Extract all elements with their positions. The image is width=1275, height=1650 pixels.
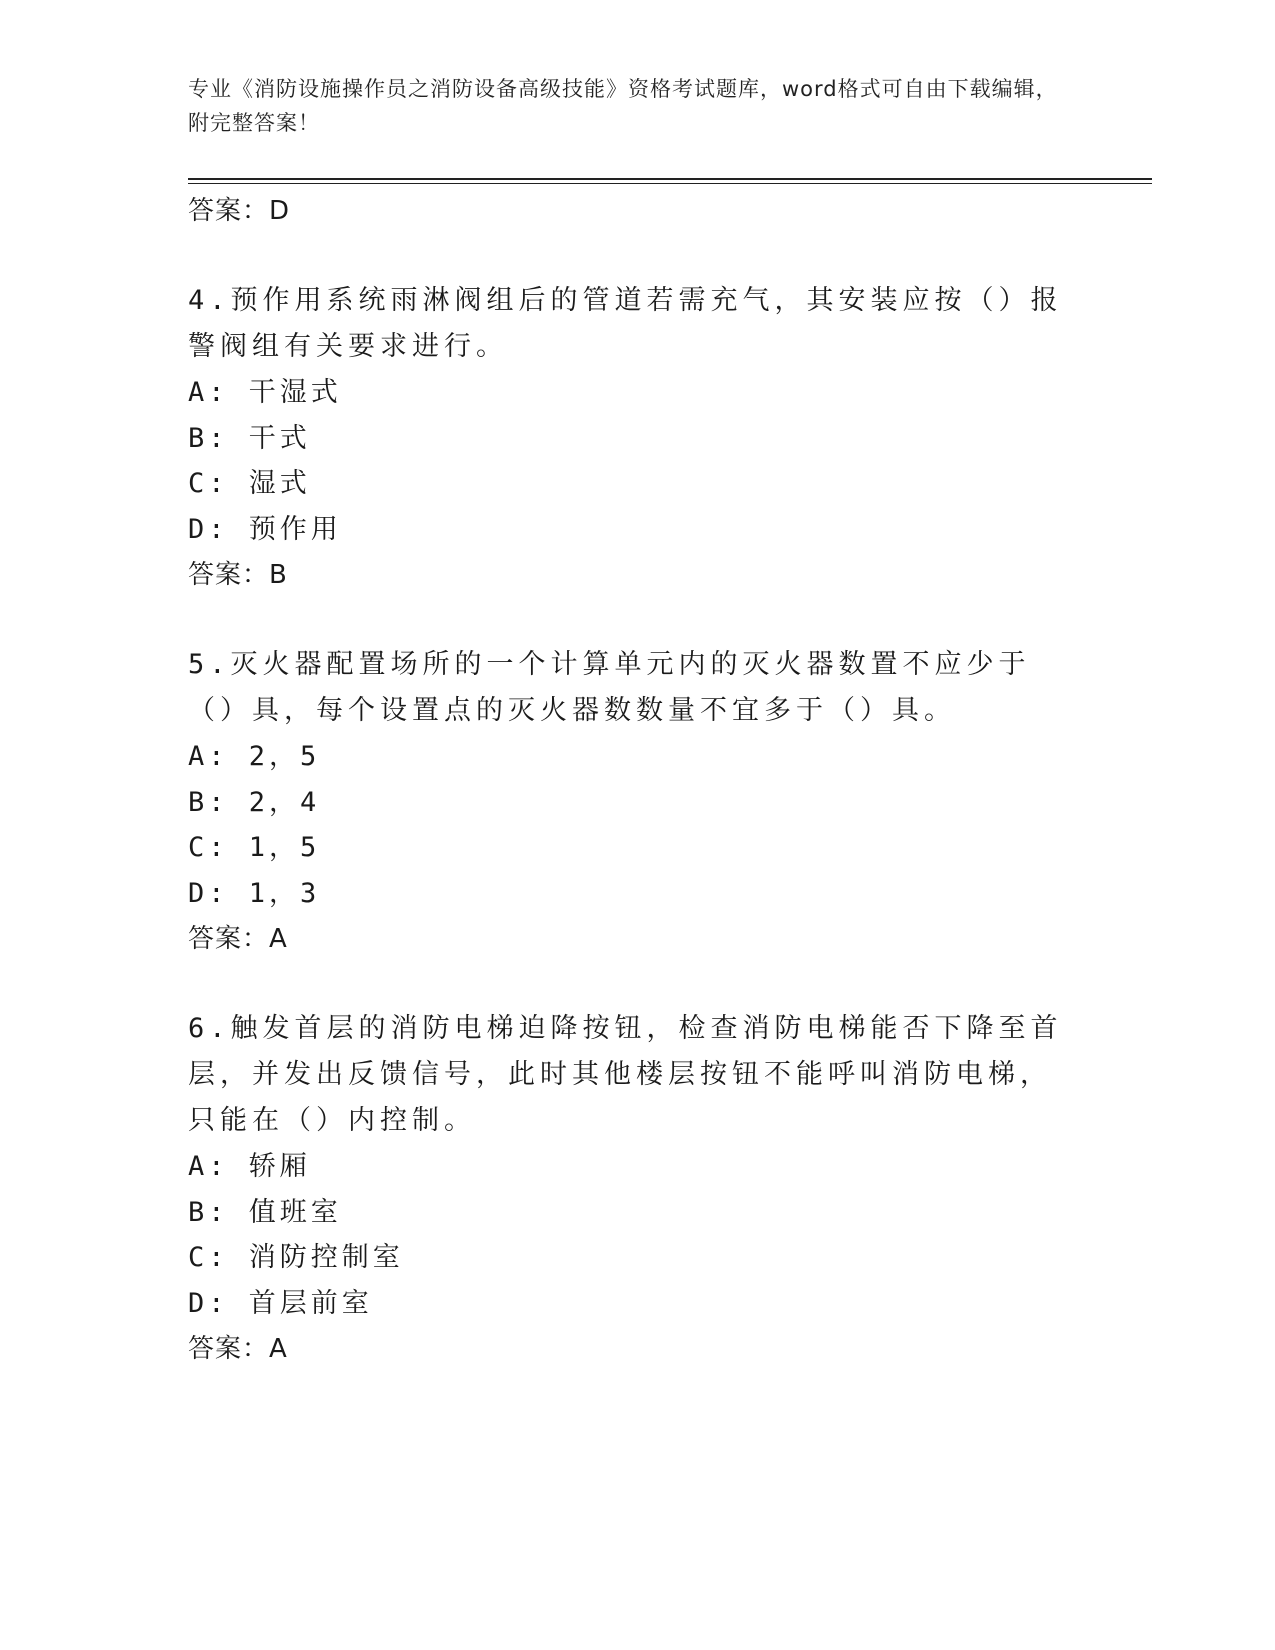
option-a: A: 干湿式 xyxy=(188,377,342,408)
question-stem: 6.触发首层的消防电梯迫降按钮，检查消防电梯能否下降至首层，并发出反馈信号，此时其他楼层按钮不能呼叫消防电梯，只能在（）内控制。 xyxy=(188,1013,1063,1136)
answer-label: 答案：A xyxy=(188,1334,288,1364)
option-a: A: 轿厢 xyxy=(188,1151,311,1182)
question-stem: 5.灭火器配置场所的一个计算单元内的灭火器数置不应少于（）具，每个设置点的灭火器数数量不宜多于（）具。 xyxy=(188,649,1031,726)
option-d: D: 首层前室 xyxy=(188,1287,373,1319)
option-c: C: 1，5 xyxy=(188,832,321,863)
question-stem: 4.预作用系统雨淋阀组后的管道若需充气，其安装应按（）报警阀组有关要求进行。 xyxy=(188,285,1063,362)
option-b: B: 2，4 xyxy=(188,786,321,818)
option-d: D: 预作用 xyxy=(188,513,342,545)
answer-label: 答案：B xyxy=(188,560,288,590)
header-divider-thin xyxy=(188,183,1152,184)
question-5 xyxy=(188,642,1068,962)
document-header: 专业《消防设施操作员之消防设备高级技能》资格考试题库，word格式可自由下载编辑，附完整答案！ xyxy=(188,77,1058,135)
question-6 xyxy=(188,1006,1068,1372)
answer-label: 答案：A xyxy=(188,924,288,954)
option-d: D: 1，3 xyxy=(188,877,321,909)
option-a: A: 2，5 xyxy=(188,741,321,772)
option-c: C: 消防控制室 xyxy=(188,1242,404,1273)
document-body xyxy=(188,188,1068,1372)
option-b: B: 干式 xyxy=(188,422,311,454)
option-b: B: 值班室 xyxy=(188,1196,342,1228)
option-c: C: 湿式 xyxy=(188,468,311,499)
question-4 xyxy=(188,278,1068,598)
header-divider-thick xyxy=(188,178,1152,180)
answer-label: 答案：D xyxy=(188,196,291,226)
